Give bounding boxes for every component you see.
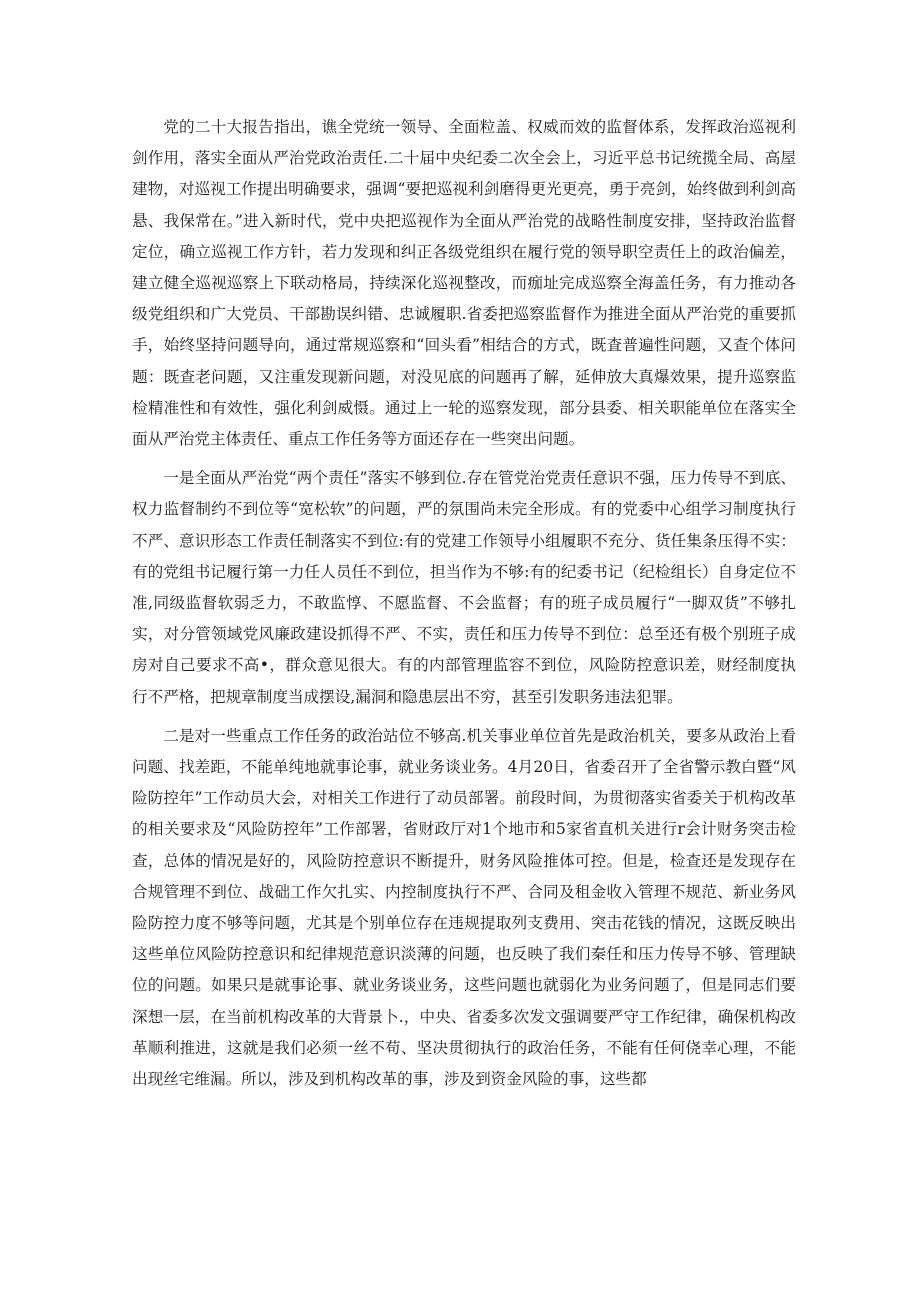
paragraph-point-one: 一是全面从严治党“两个责任”落实不够到位.存在管党治党责任意识不强，压力传导不到底、权力监督制约不到位等“宽松软”的问题，严的氛围尚未完全形成。有的党委中心组学习制度执行不严、意识形态工作责任制落实不到位:有的党建工作领导小组履职不充分、货任集条压得不实：有的党组书记履行第一力任人员任不到位，担当作为不够:有的纪委书记（纪检组长）自身定位不准,同级监督软弱乏力，不敢监惇、不愿监督、不会监督；有的班子成员履行“一脚双货”不够扎实，对分管领域党风廉政建设抓得不严、不实，责任和压力传导不到位：总至还有极个别班子成房对自己要求不高•，群众意见很大。有的内部管理监容不到位，风险防控意识差，财经制度执行不严格，把规章制度当成摆设,漏洞和隐患层出不穷，甚至引发职务违法犯罪。 <box>132 469 796 706</box>
document-body <box>132 112 796 1103</box>
paragraph-point-two: 二是对一些重点工作任务的政治站位不够高.机关事业单位首先是政治机关，要多从政治上看问题、找差距，不能单纯地就事论事，就业务谈业务。4月20日，省委召开了全省警示教白暨“风险防控年”工作动员大会，对相关工作进行了动员部署。前段时间，为贯彻落实省委关于机构改革的相关要求及“风险防控年”工作部署，省财政厅对1个地市和5家省直机关进行r会计财务突击检查，总体的情况是好的，风险防控意识不断提升，财务风险推体可控。但是，检查还是发现存在合规管理不到位、战础工作欠扎实、内控制度执行不严、合同及租金收入管理不规范、新业务风险防控力度不够等问题，尤其是个别单位存在违规提取列支费用、突击花钱的情况，这既反映出这些单位风险防控意识和纪律规范意识淡薄的问题，也反映了我们秦任和压力传导不够、管理缺位的问题。如果只是就事论事、就业务谈业务，这些问题也就弱化为业务问题了，但是同志们要深想一层，在当前机构改革的大背景卜.，中央、省委多次发文强调要严守工作纪律，确保机构改革顺利推进，这就是我们必须一丝不苟、坚决贯彻执行的政治任务，不能有任何侥幸心理，不能出现丝宅维漏。所以，涉及到机构改革的事，涉及到资金风险的事，这些都 <box>132 726 796 1089</box>
paragraph-intro: 党的二十大报告指出，谯全党统一领导、全面粒盖、权威而效的监督体系，发挥政治巡视利剑作用，落实全面从严治党政治责任.二十届中央纪委二次全会上，习近平总书记统揽全局、高屋建物，对巡视工作提出明确要求，强调“要把巡视利剑磨得更光更亮，勇于亮剑，始终做到利剑高悬、我保常在。”进入新时代，党中央把巡视作为全面从严治党的战略性制度安排，坚持政治监督定位，确立巡视工作方针，若力发现和纠正各级党组织在履行党的领导职空责任上的政治偏差，建立健全巡视巡察上下联动格局，持续深化巡视整改，而痂址完成巡察全海盖任务，有力推动各级党组织和广大党员、干部勘误纠错、忠诚履职.省委把巡察监督作为推进全面从严治党的重要抓手，始终坚持问题导向，通过常规巡察和“回头看”相结合的方式，既査普遍性问题，又查个体问题：既查老问题，又注重发现新问题，对没见底的问题再了解，延伸放大真爆效果，提升巡察监检精准性和有效性，强化利剑威慑。通过上一轮的巡察发现，部分县委、相关职能单位在落实全面从严治党主体责任、重点工作任务等方面还存在一些突出问题。 <box>132 118 796 449</box>
